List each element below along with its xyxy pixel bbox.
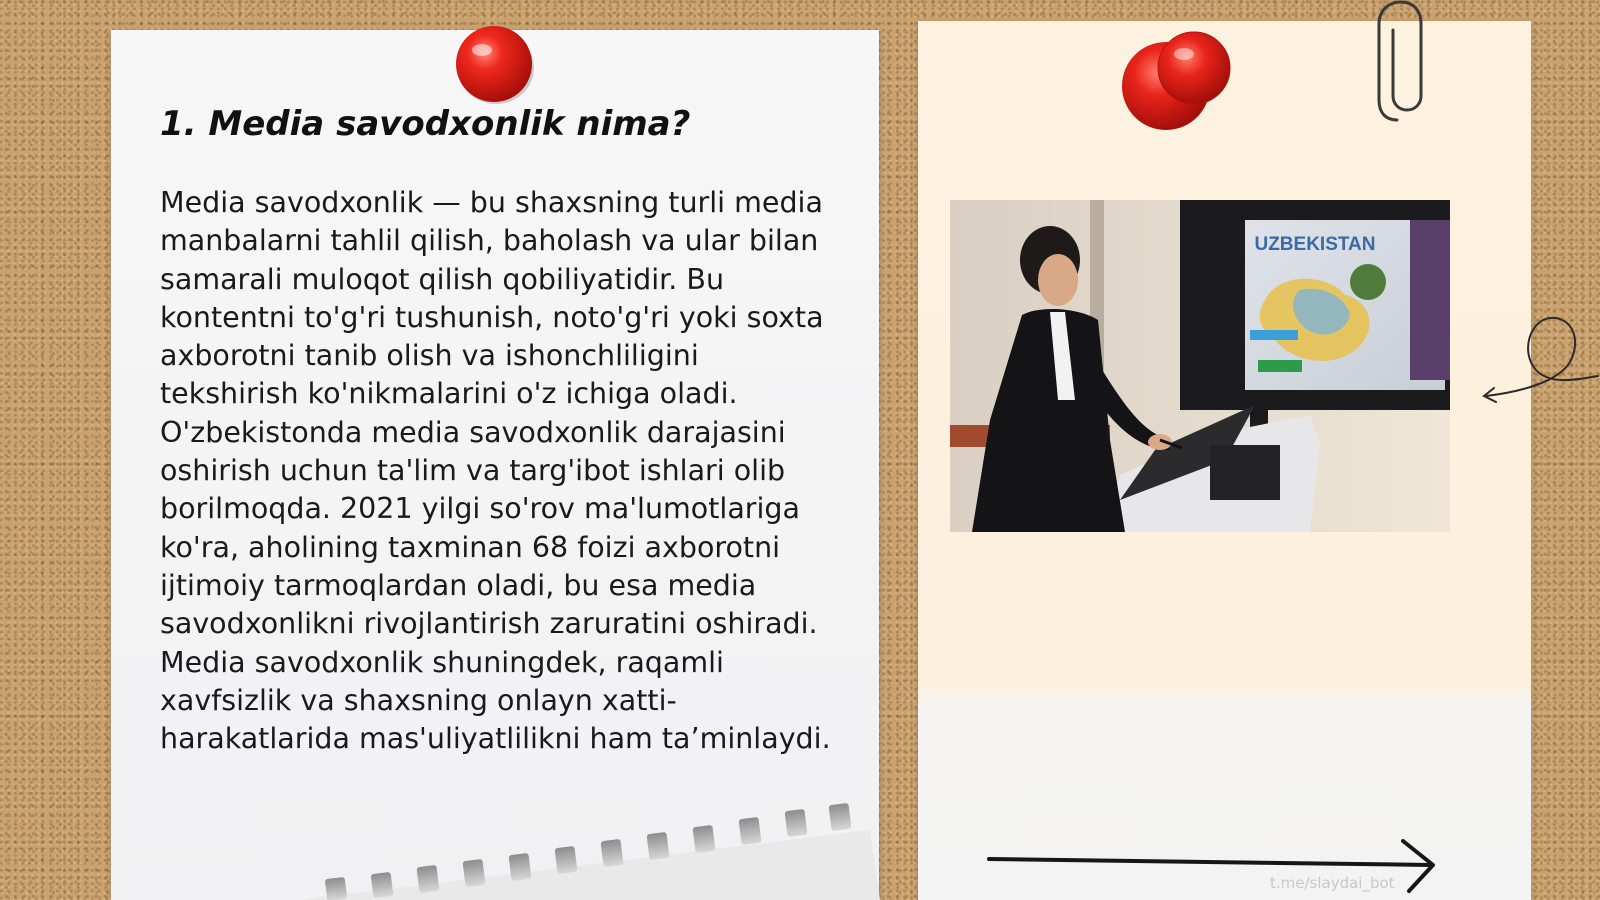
slide-title: 1. Media savodxonlik nima? xyxy=(160,104,691,144)
screen-heading: UZBEKISTAN xyxy=(1254,234,1376,255)
spiral-binding-decoration xyxy=(300,790,880,900)
red-pushpin-icon xyxy=(1118,30,1238,134)
red-pushpin-icon xyxy=(452,22,536,106)
paperclip-icon xyxy=(1375,0,1425,130)
slide-body-text: Media savodxonlik — bu shaxsning turli media manbalarni tahlil qilish, baholash va ular bilan samarali muloqot qilish qobiliyatidir. Bu kontentni to'g'ri tushunish, noto'g'ri yoki soxta axborotni tanib olish va ishonchliligini tekshirish ko'nikmalarini o'z ichiga oladi. O'zbekistonda media savodxonlik darajasini oshirish uchun ta'lim va targ'ibot ishlari olib borilmoqda. 2021 yilgi so'rov ma'lumotlariga ko'ra, aholining taxminan 68 foizi axborotni ijtimoiy tarmoqlardan oladi, bu esa media savodxonlikni rivojlantirish zaruratini oshiradi. Media savodxonlik shuningdek, raqamli xavfsizlik va shaxsning onlayn xatti-harakatlarida mas'uliyatlilikni ham ta’minlaydi. xyxy=(160,186,831,756)
teacher-classroom-photo xyxy=(950,200,1450,532)
watermark: t.me/slaydai_bot xyxy=(1270,874,1395,892)
loop-arrow-doodle-icon xyxy=(1480,310,1600,410)
arrow-right-icon xyxy=(985,835,1445,895)
